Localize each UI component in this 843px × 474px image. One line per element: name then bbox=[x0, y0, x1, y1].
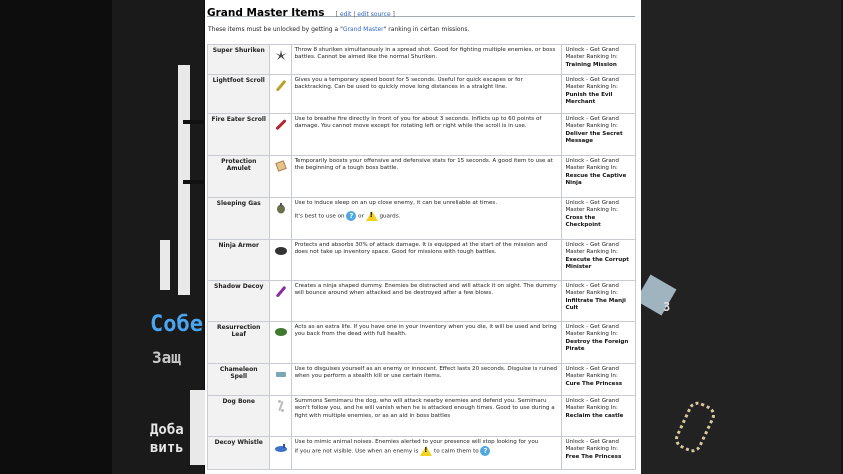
item-name: Decoy Whistle bbox=[208, 437, 270, 470]
item-unlock: Unlock - Get Grand Master Ranking In: Punish the Evil Merchant bbox=[562, 75, 636, 114]
grand-master-link[interactable]: Grand Master bbox=[342, 26, 384, 33]
item-description: Gives you a temporary speed boost for 5 seconds. Useful for quick escapes or for backtracking. Can be used to quickly move long distances in a straight line. bbox=[291, 75, 562, 114]
section-header bbox=[207, 1, 635, 17]
item-icon-cell bbox=[270, 396, 291, 437]
table-row bbox=[208, 75, 636, 114]
edit-link[interactable]: edit bbox=[339, 11, 352, 18]
edit-source-link[interactable]: edit source bbox=[357, 11, 391, 18]
table-row bbox=[208, 281, 636, 322]
table-row bbox=[208, 114, 636, 156]
question-mark-icon: ? bbox=[346, 211, 356, 221]
table-row bbox=[208, 156, 636, 198]
item-name: Lightfoot Scroll bbox=[208, 75, 270, 114]
item-name: Dog Bone bbox=[208, 396, 270, 437]
item-name: Super Shuriken bbox=[208, 45, 270, 75]
item-name: Protection Amulet bbox=[208, 156, 270, 198]
unlock-mission: Cross the Checkpoint bbox=[565, 214, 601, 229]
item-description: Throw 8 shuriken simultanously in a spread shot. Good for fighting multiple enemies, or boss battles. Cannot be aimed like the normal Shuriken. bbox=[291, 45, 562, 75]
item-icon-cell bbox=[270, 322, 291, 364]
game-menu-text: Доба bbox=[150, 422, 184, 438]
item-name: Chameleon Spell bbox=[208, 364, 270, 396]
game-menu-text: Собе bbox=[150, 312, 203, 337]
item-icon-cell bbox=[270, 75, 291, 114]
item-icon-cell bbox=[270, 281, 291, 322]
item-description: Acts as an extra life. If you have one in your inventory when you die, it will be used and bring you back from the dead with full health. bbox=[291, 322, 562, 364]
table-row bbox=[208, 396, 636, 437]
item-name: Shadow Decoy bbox=[208, 281, 270, 322]
purple-scroll-icon bbox=[274, 285, 288, 297]
item-description: Protects and absorbs 30% of attack damage. It is equipped at the start of the mission and does not take up inventory space. Good for missions with tough battles. bbox=[291, 240, 562, 281]
item-description: Summons Semimaru the dog, who will attack nearby enemies and defend you. Semimaru won't follow you, and he will vanish when he is attacked enough times. Good to use during a fight with multiple enemies, or as an aid in boss battles bbox=[291, 396, 562, 437]
item-icon-cell bbox=[270, 364, 291, 396]
unlock-mission: Reclaim the castle bbox=[565, 412, 624, 419]
item-unlock: Unlock - Get Grand Master Ranking In: Rescue the Captive Ninja bbox=[562, 156, 636, 198]
section-title: Grand Master Items bbox=[207, 7, 325, 19]
game-menu-text: вить bbox=[150, 440, 184, 456]
question-mark-icon: ? bbox=[480, 446, 490, 456]
yellow-scroll-icon bbox=[274, 79, 288, 91]
item-description: Creates a ninja shaped dummy. Enemies be distracted and will attack it on sight. The dummy will bounce around when attacked and be destroyed after a few blows. bbox=[291, 281, 562, 322]
item-description: Use to disguises yourself as an enemy or innocent. Effect lasts 20 seconds. Disguise is ruined when you perform a stealth kill or use certain items. bbox=[291, 364, 562, 396]
unlock-mission: Rescue the Captive Ninja bbox=[565, 172, 627, 187]
item-name: Fire Eater Scroll bbox=[208, 114, 270, 156]
item-icon-cell bbox=[270, 240, 291, 281]
whistle-icon bbox=[274, 441, 288, 453]
wiki-page bbox=[205, 0, 641, 474]
items-table bbox=[207, 44, 636, 470]
red-scroll-icon bbox=[274, 118, 288, 130]
unlock-mission: Destroy the Foreign Pirate bbox=[565, 338, 629, 353]
game-background-left bbox=[0, 0, 205, 474]
item-unlock: Unlock - Get Grand Master Ranking In: Reclaim the castle bbox=[562, 396, 636, 437]
item-icon-cell bbox=[270, 45, 291, 75]
item-unlock: Unlock - Get Grand Master Ranking In: Infiltrate The Manji Cult bbox=[562, 281, 636, 322]
table-row bbox=[208, 322, 636, 364]
item-count: 3 bbox=[663, 300, 671, 314]
item-icon-cell bbox=[270, 437, 291, 470]
unlock-mission: Free The Princess bbox=[565, 453, 622, 460]
item-unlock: Unlock - Get Grand Master Ranking In: Cure The Princess bbox=[562, 364, 636, 396]
intro-text: These items must be unlocked by getting a "Grand Master" ranking in certan missions. bbox=[208, 26, 470, 33]
item-icon-cell bbox=[270, 198, 291, 240]
item-unlock: Unlock - Get Grand Master Ranking In: Destroy the Foreign Pirate bbox=[562, 322, 636, 364]
unlock-mission: Infiltrate The Manji Cult bbox=[565, 297, 626, 312]
item-icon-cell bbox=[270, 156, 291, 198]
item-unlock: Unlock - Get Grand Master Ranking In: Free The Princess bbox=[562, 437, 636, 470]
item-name: Ninja Armor bbox=[208, 240, 270, 281]
table-row bbox=[208, 45, 636, 75]
item-description: Use to breathe fire directly in front of you for about 3 seconds. Inflicts up to 60 points of damage. You cannot move except for rotating left or right while the scroll is in use. bbox=[291, 114, 562, 156]
warning-icon: ! bbox=[366, 211, 378, 221]
unlock-mission: Training Mission bbox=[565, 61, 617, 68]
armor-icon bbox=[274, 244, 288, 256]
table-row bbox=[208, 240, 636, 281]
chameleon-icon bbox=[274, 368, 288, 380]
item-unlock: Unlock - Get Grand Master Ranking In: Training Mission bbox=[562, 45, 636, 75]
edit-links: [ edit | edit source ] bbox=[335, 11, 395, 18]
unlock-mission: Punish the Evil Merchant bbox=[565, 91, 613, 106]
item-name: Sleeping Gas bbox=[208, 198, 270, 240]
item-description: Temporarily boosts your offensive and defensive stats for 15 seconds. A good item to use at the beginning of a tough boss battle. bbox=[291, 156, 562, 198]
gas-bomb-icon bbox=[274, 202, 288, 214]
shuriken-icon bbox=[274, 49, 288, 61]
item-unlock: Unlock - Get Grand Master Ranking In: Execute the Corrupt Minister bbox=[562, 240, 636, 281]
item-unlock: Unlock - Get Grand Master Ranking In: Deliver the Secret Message bbox=[562, 114, 636, 156]
unlock-mission: Execute the Corrupt Minister bbox=[565, 256, 629, 271]
item-icon-cell bbox=[270, 114, 291, 156]
warning-icon: ! bbox=[420, 446, 432, 456]
table-row bbox=[208, 198, 636, 240]
table-row bbox=[208, 437, 636, 470]
leaf-icon bbox=[274, 326, 288, 338]
item-description: Use to mimic animal noises. Enemies alerted to your presence will stop looking for you if you are not visible. Use when an enemy is ! to calm them to ? bbox=[291, 437, 562, 470]
item-unlock: Unlock - Get Grand Master Ranking In: Cross the Checkpoint bbox=[562, 198, 636, 240]
bone-icon bbox=[274, 400, 288, 412]
table-row bbox=[208, 364, 636, 396]
unlock-mission: Deliver the Secret Message bbox=[565, 130, 623, 145]
unlock-mission: Cure The Princess bbox=[565, 380, 623, 387]
item-description: Use to induce sleep on an up close enemy, it can be unreliable at times. It's best to use on ? or ! guards. bbox=[291, 198, 562, 240]
window-light bbox=[160, 240, 170, 290]
item-name: Resurrection Leaf bbox=[208, 322, 270, 364]
game-menu-text: Защ bbox=[152, 348, 181, 367]
window-light bbox=[190, 390, 205, 465]
game-background-right bbox=[641, 0, 843, 474]
amulet-icon bbox=[274, 160, 288, 172]
